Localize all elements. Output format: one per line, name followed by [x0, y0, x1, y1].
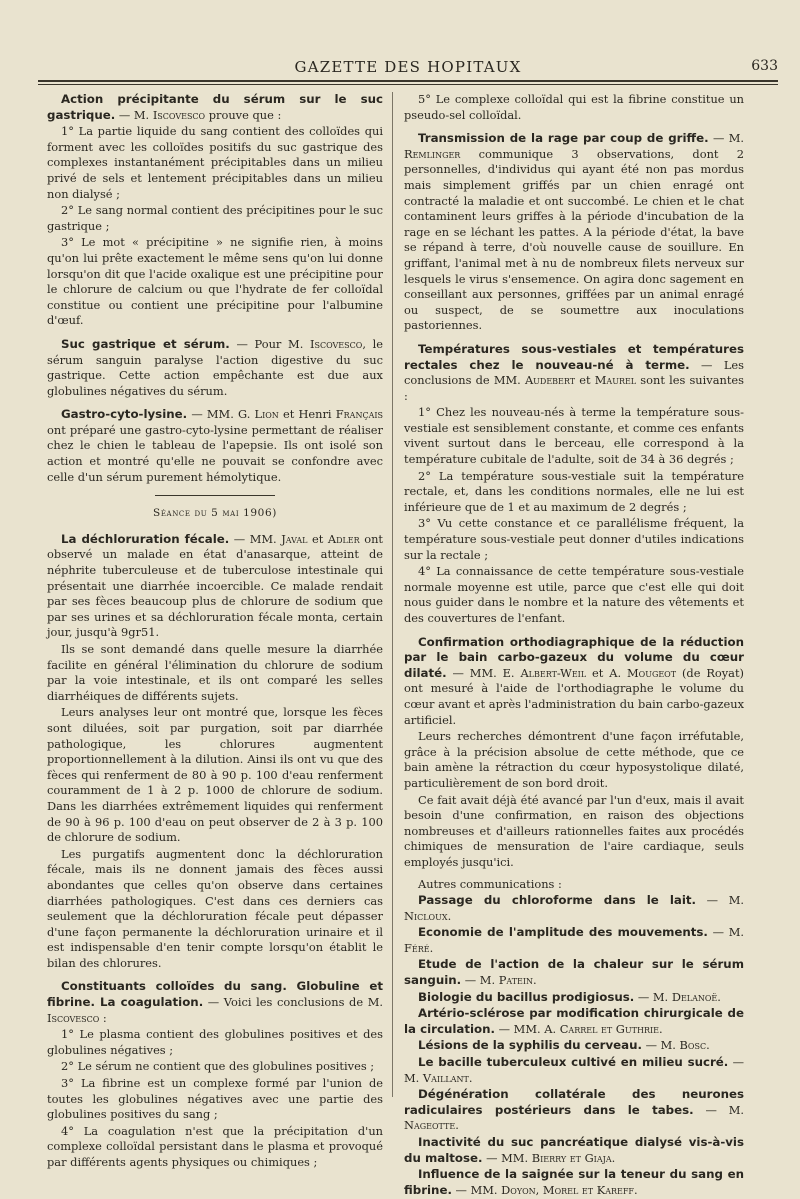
dash: — M.: [461, 973, 499, 988]
author: Nicloux: [404, 908, 448, 923]
paragraph: Leurs recherches démontrent d'une façon irréfutable, grâce à la précision absolue de cette méthode, que ce bain amène la rétraction du cœur hyposystolique dilaté, particulièrement de son bord droit.: [404, 729, 744, 790]
connector: et Henri: [278, 407, 336, 422]
punct: .: [611, 1150, 616, 1165]
punct: .: [659, 1021, 663, 1036]
author: Audebert: [524, 373, 576, 388]
paragraph: 2° La température sous-vestiale suit la température rectale, et, dans les conditions normales, elle ne lui est inférieure que de 1 et au maximum de 2 degrés ;: [404, 468, 744, 514]
connector: et A.: [586, 665, 627, 680]
communication-title: Influence de la saignée sur la teneur du sang en fibrine.: [404, 1167, 744, 1197]
journal-title: GAZETTE DES HOPITAUX: [294, 58, 522, 76]
communication-item: [404, 1006, 744, 1037]
communication-title: Etude de l'action de la chaleur sur le sérum sanguin.: [404, 957, 744, 988]
communication-title: Economie de l'amplitude des mouvements.: [418, 925, 708, 940]
article-heading: Gastro-cyto-lysine.: [61, 407, 188, 422]
communication-item: [404, 925, 744, 956]
paragraph: Leurs analyses leur ont montré que, lorsque les fèces sont diluées, soit par purgation, soit par diarrhée pathologique, les chlorures augmentent proportionnellement à la dilution. Ainsi ils ont vu que des fèces qui renferment de 80 à 90 p. 100 d'eau renferment couramment de 1 à 2 p. 1000 de chlorure de sodium. Dans les diarrhées extrêmement liquides qui renferment de 90 à 96 p. 100 d'eau on peut observer de 2 à 3 p. 100 de chlorure de sodium.: [47, 705, 383, 845]
connector: et: [575, 373, 595, 388]
spacer: [47, 972, 383, 979]
paragraph: 5° Le complexe colloïdal qui est la fibrine constitue un pseudo-sel colloïdal.: [404, 92, 744, 122]
article-dechloruration: [47, 532, 383, 641]
dash: — M.: [693, 1102, 744, 1117]
author: Iscovesco: [310, 336, 363, 351]
paragraph: 3° Le mot « précipitine » ne signifie rien, à moins qu'on lui prête exactement le même sens qu'on lui donne lorsqu'on dit que l'acide oxalique est une précipitine pour le chlorure de calcium ou que l'hydrate de fer colloïdal constitue ou contient une précipitine pour l'albumine d'œuf.: [47, 235, 383, 328]
punct: .: [455, 1118, 459, 1133]
communication-title: Biologie du bacillus prodigiosus.: [418, 989, 635, 1004]
author: Mougeot: [626, 665, 677, 680]
author: Lion: [254, 407, 279, 422]
communication-title: Dégénération collatérale des neurones radiculaires postérieurs dans le tabes.: [404, 1087, 744, 1117]
dash: — Les conclusions de MM.: [404, 357, 744, 388]
article-heading: Constituants colloïdes du sang. Globuline et fibrine. La coagulation.: [47, 979, 383, 1010]
punct: .: [429, 940, 434, 955]
dash: — Voici les conclusions de M.: [203, 995, 383, 1010]
right-column: [404, 92, 744, 1199]
spacer: [47, 330, 383, 337]
punct: .: [633, 1182, 638, 1197]
paragraph: 1° Le plasma contient des globulines positives et des globulines négatives ;: [47, 1027, 383, 1057]
communication-title: Inactivité du suc pancréatique dialysé vis-à-vis du maltose.: [404, 1135, 744, 1165]
dash: — M.: [634, 989, 672, 1004]
author: Javal: [281, 531, 308, 546]
author: Patein: [498, 973, 534, 988]
article-temperatures: [404, 342, 744, 404]
article-colloides-sang: [47, 979, 383, 1026]
body-text: (de Royat) ont mesuré à l'aide de l'orthodiagraphe le volume du cœur avant et après l'administration du bain carbo-gazeux artificiel.: [404, 665, 744, 727]
body-text: communique 3 observations, dont 2 personnelles, d'individus qui ayant été non pas mordus mais simplement griffés par un chien enragé ont contracté la maladie et ont succombé. Le chien et le chat contaminent leurs griffes à la période d'incubation de la rage en se léchant les pattes. A la période d'état, la bave se répand à terre, d'où nouvelle cause de souillure. En griffant, l'animal met à nu de nombreux filets nerveux sur lesquels le virus s'ensemence. On agira donc sagement en conseillant aux personnes, griffées par un animal enragé ou suspect, de se soumettre aux inoculations pastoriennes.: [404, 146, 744, 333]
communication-item: [404, 1055, 744, 1086]
punct: .: [447, 908, 452, 923]
punct: .: [717, 989, 721, 1004]
paragraph: 3° Vu cette constance et ce parallélisme fréquent, la température sous-vestiale peut donner d'utiles indications sur la rectale ;: [404, 516, 744, 562]
paragraph: 1° La partie liquide du sang contient des colloïdes qui forment avec les colloïdes positifs du suc gastrique des complexes instantanément précipitables dans un milieu privé de sels et lentement précipitables dans un milieu non dialysé ;: [47, 124, 383, 201]
communication-item: [404, 1135, 744, 1166]
author: Bosc: [679, 1038, 707, 1053]
article-heading: Confirmation orthodiagraphique de la réduction par le bain carbo-gazeux du volume du cœur dilaté.: [404, 634, 744, 680]
article-heading: Action précipitante du sérum sur le suc gastrique.: [47, 92, 383, 122]
author: Albert-Weil: [520, 665, 587, 680]
communication-title: Lésions de la syphilis du cerveau.: [418, 1038, 642, 1053]
communication-title: Artério-sclérose par modification chirurgicale de la circulation.: [404, 1006, 744, 1036]
article-precipitation: [47, 92, 383, 123]
dash: — Pour M.: [229, 336, 311, 351]
paragraph: 4° La coagulation n'est que la précipitation d'un complexe colloïdal persistant dans le plasma et provoqué par différents agents physiques ou chimiques ;: [47, 1123, 383, 1169]
dash: — M.: [707, 925, 744, 940]
author: Féré: [404, 940, 430, 955]
dash: — M.: [115, 107, 153, 122]
autres-communications-label: Autres communications :: [418, 876, 562, 891]
paragraph: Les purgatifs augmentent donc la déchloruration fécale, mais ils ne donnent jamais des fèces aussi abondantes que celles qu'on observe dans certaines diarrhées pathologiques. C'est dans ces derniers cas seulement que la déchloruration fécale peut dépasser d'une façon permanente la déchloruration urinaire et il est indispensable d'en tenir compte lorsqu'on établit le bilan des chlorures.: [47, 846, 383, 970]
paragraph: Ils se sont demandé dans quelle mesure la diarrhée facilite en général l'élimination du chlorure de sodium par la voie intestinale, et ils ont comparé les selles diarrhéiques de différents sujets.: [47, 642, 383, 703]
article-heading: La déchloruration fécale.: [61, 531, 230, 546]
communication-item: [404, 990, 744, 1006]
author: Delanoë: [671, 989, 718, 1004]
communication-title: Le bacille tuberculeux cultivé en milieu sucré.: [418, 1055, 729, 1070]
punct: .: [533, 973, 537, 988]
communication-item: [404, 893, 744, 924]
author: Doyon, Morel et Kareff: [501, 1182, 634, 1197]
page-number: 633: [751, 58, 778, 74]
dash: — MM.: [229, 531, 282, 546]
body-text: ont préparé une gastro-cyto-lysine permettant de réaliser chez le chien le tableau de l'apepsie. Ils ont isolé son action et montré qu'elle ne pouvait se confondre avec celle d'un sérum purement hémolytique.: [47, 422, 383, 484]
author: Remlinger: [404, 146, 461, 161]
body-text: , le sérum sanguin paralyse l'action digestive du suc gastrique. Cette action empêchante est due aux globulines négatives du sérum.: [47, 336, 383, 398]
paragraph: 2° Le sérum ne contient que des globulines positives ;: [61, 1059, 375, 1074]
article-heading: Transmission de la rage par coup de griffe.: [418, 131, 709, 146]
intro: sont les suivantes :: [404, 373, 745, 403]
paragraph: 4° La connaissance de cette température sous-vestiale normale moyenne est utile, parce que c'est elle qui doit nous guider dans le nombre et la nature des vêtements et des couvertures de l'enfant.: [404, 564, 744, 625]
author: Bierry et Giaja: [531, 1150, 612, 1165]
paragraph: 2° Le sang normal contient des précipitines pour le suc gastrique ;: [47, 203, 383, 233]
section-rule: [155, 495, 275, 496]
communications-list: [404, 893, 744, 1198]
body-text: ont observé un malade en état d'anasarque, atteint de néphrite tuberculeuse et de tuberculose intestinale qui présentait une diarrhée incoercible. Ce malade rendait par ses fèces beaucoup plus de chlorure de sodium que par ses urines et sa déchloruration fécale monta, certain jour, jusqu'à 9gr51.: [47, 531, 383, 640]
communication-item: [404, 1038, 744, 1054]
spacer: [404, 628, 744, 635]
article-suc-serum: [47, 337, 383, 399]
dash: — M.: [708, 131, 744, 146]
communication-item: [404, 1167, 744, 1198]
intro: prouve que :: [205, 107, 282, 122]
dash: — MM.: [482, 1150, 532, 1165]
author: Iscovesco: [47, 1010, 100, 1025]
header-rule: [38, 80, 778, 82]
author: Maurel: [594, 373, 637, 388]
seance-date: Séance du 5 mai 1906): [153, 507, 277, 520]
spacer: [404, 335, 744, 342]
communication-title: Passage du chloroforme dans le lait.: [418, 893, 697, 908]
dash: — MM.: [451, 1182, 502, 1197]
paragraph: 1° Chez les nouveau-nés à terme la température sous-vestiale est sensiblement constante, et comme ces enfants vivent surtout dans le berceau, elle correspond à la température cubitale de l'adulte, soit de 34 à 36 degrés ;: [404, 405, 744, 467]
article-rage: [404, 131, 744, 334]
communication-item: [404, 1087, 744, 1134]
article-heading: Températures sous-vestiales et températures rectales chez le nouveau-né à terme.: [404, 341, 744, 372]
column-divider: [392, 92, 393, 1097]
spacer: [47, 400, 383, 407]
paragraph: Ce fait avait déjà été avancé par l'un d'eux, mais il avait besoin d'une confirmation, en raison des objections nombreuses et d'ailleurs rationnelles faites aux procédés chimiques de mensuration de l'aire cardiaque, seuls employés jusqu'ici.: [404, 792, 744, 869]
article-gastro-cyto-lysine: [47, 407, 383, 485]
author: Carrel et Guthrie: [559, 1021, 659, 1036]
dash: — M.: [696, 893, 744, 908]
author: Nageotte: [404, 1118, 456, 1133]
dash: — MM. A.: [495, 1021, 560, 1036]
article-orthodiagraphique: [404, 635, 744, 729]
punct: .: [468, 1070, 473, 1085]
dash: — MM. E.: [446, 665, 521, 680]
author: Vaillant: [422, 1070, 469, 1085]
dash: — MM. G.: [187, 407, 255, 422]
dash: — M.: [642, 1038, 680, 1053]
punct: .: [706, 1038, 710, 1053]
spacer: [404, 124, 744, 131]
header-rule-thin: [38, 84, 778, 85]
article-heading: Suc gastrique et sérum.: [61, 336, 230, 351]
paragraph: 3° La fibrine est un complexe formé par l'union de toutes les globulines négatives avec une partie des globulines positives du sang ;: [47, 1076, 383, 1122]
running-header: [38, 56, 778, 78]
connector: et: [307, 531, 328, 546]
intro: :: [99, 1010, 107, 1025]
communication-item: [404, 957, 744, 988]
author: Iscovesco: [152, 107, 206, 122]
left-column: [47, 92, 383, 1172]
dash: — M.: [404, 1055, 744, 1085]
author: Adler: [327, 531, 360, 546]
author: Français: [335, 407, 383, 422]
